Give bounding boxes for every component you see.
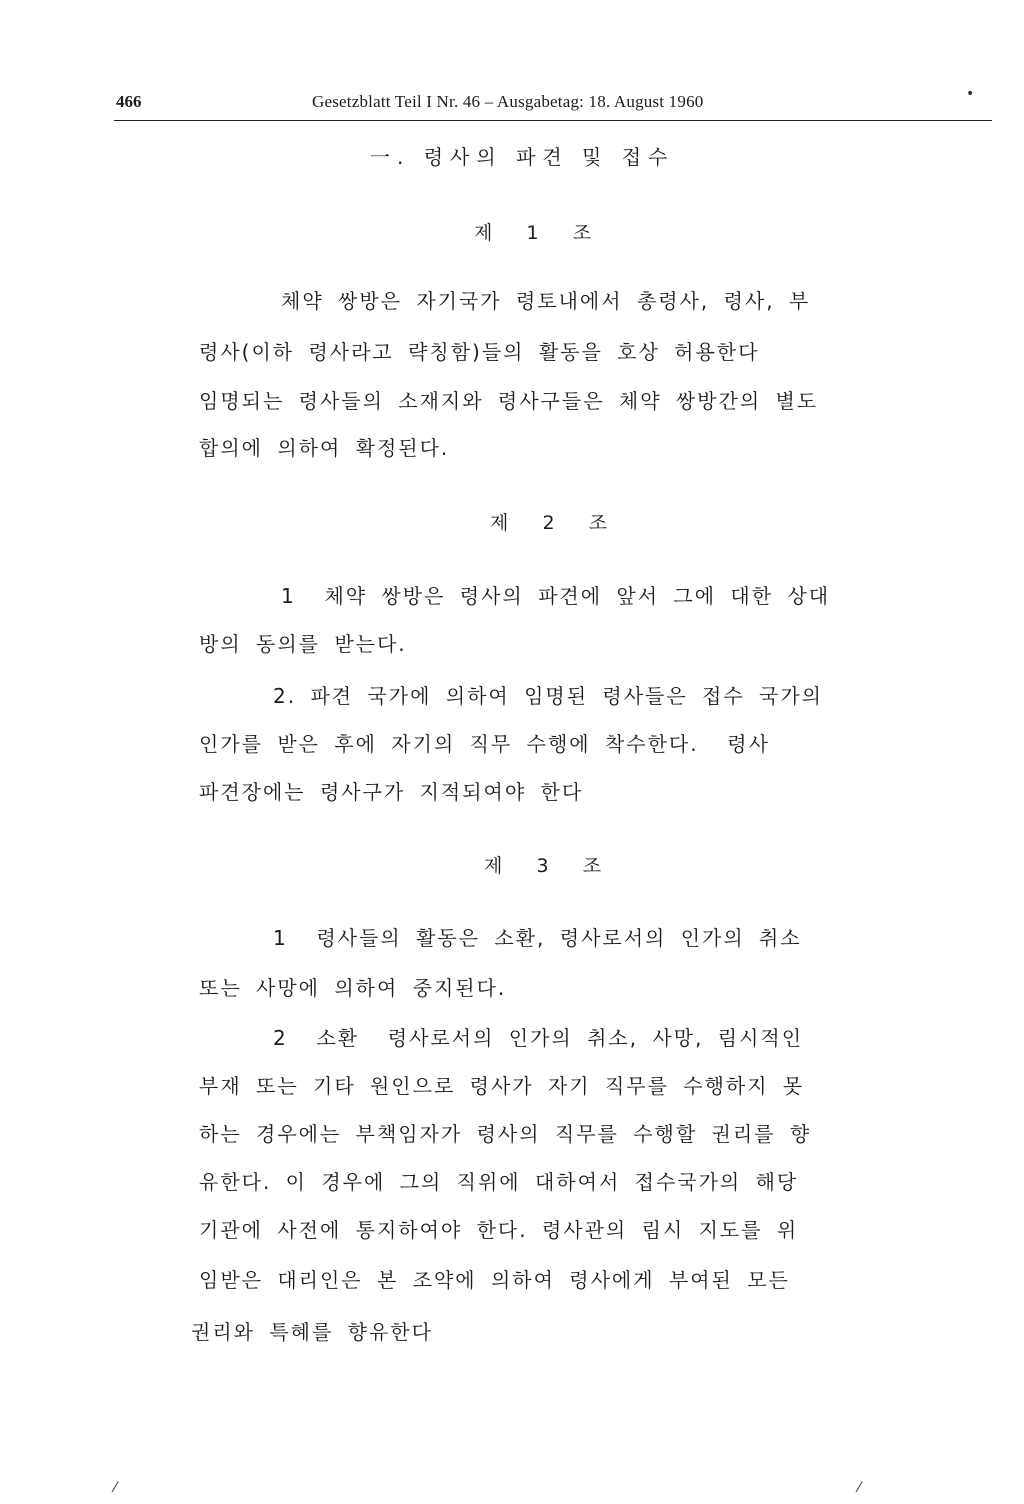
article-2-line-1: 1 체약 쌍방은 령사의 파견에 앞서 그에 대한 상대 [281, 584, 831, 608]
article-3-line-5: 하는 경우에는 부책임자가 령사의 직무를 수행할 권리를 향 [199, 1122, 812, 1146]
scan-speck: • [966, 86, 975, 102]
running-head: Gesetzblatt Teil I Nr. 46 – Ausgabetag: 18. August 1960 [312, 92, 704, 111]
page-header [116, 92, 992, 118]
article-3-line-6: 유한다. 이 경우에 그의 직위에 대하여서 접수국가의 해당 [199, 1170, 799, 1194]
page-number: 466 [116, 92, 142, 111]
article-1-heading: 제 1 조 [474, 222, 594, 244]
article-3-line-2: 또는 사망에 의하여 중지된다. [199, 976, 507, 1000]
scan-speck: ⁄ [858, 1480, 861, 1496]
scan-speck: ⁄ [114, 1480, 117, 1496]
header-rule [114, 120, 992, 121]
article-1-line-1: 체약 쌍방은 자기국가 령토내에서 총령사, 령사, 부 [281, 289, 811, 313]
article-3-line-4: 부재 또는 기타 원인으로 령사가 자기 직무를 수행하지 못 [199, 1074, 805, 1098]
article-1-line-2: 령사(이하 령사라고 략칭함)들의 활동을 호상 허용한다 [199, 340, 760, 364]
article-3-line-8: 임받은 대리인은 본 조약에 의하여 령사에게 부여된 모든 [199, 1268, 790, 1292]
article-2-line-2: 방의 동의를 받는다. [199, 632, 407, 656]
article-3-line-9: 권리와 특혜를 향유한다 [191, 1320, 433, 1344]
article-1-line-4: 합의에 의하여 확정된다. [199, 436, 450, 460]
article-3-line-3: 2 소환 령사로서의 인가의 취소, 사망, 림시적인 [273, 1026, 804, 1050]
article-3-line-1: 1 령사들의 활동은 소환, 령사로서의 인가의 취소 [273, 926, 802, 950]
article-2-line-5: 파견장에는 령사구가 지적되여야 한다 [199, 780, 584, 804]
section-title: 一. 령사의 파견 및 접수 [370, 145, 675, 169]
article-2-line-4: 인가를 받은 후에 자기의 직무 수행에 착수한다. 령사 [199, 732, 770, 756]
article-2-line-3: 2. 파견 국가에 의하여 임명된 령사들은 접수 국가의 [273, 684, 823, 708]
article-3-line-7: 기관에 사전에 통지하여야 한다. 령사관의 림시 지도를 위 [199, 1218, 799, 1242]
article-2-heading: 제 2 조 [490, 512, 610, 534]
article-3-heading: 제 3 조 [484, 855, 604, 877]
article-1-line-3: 임명되는 령사들의 소재지와 령사구들은 체약 쌍방간의 별도 [199, 389, 819, 413]
